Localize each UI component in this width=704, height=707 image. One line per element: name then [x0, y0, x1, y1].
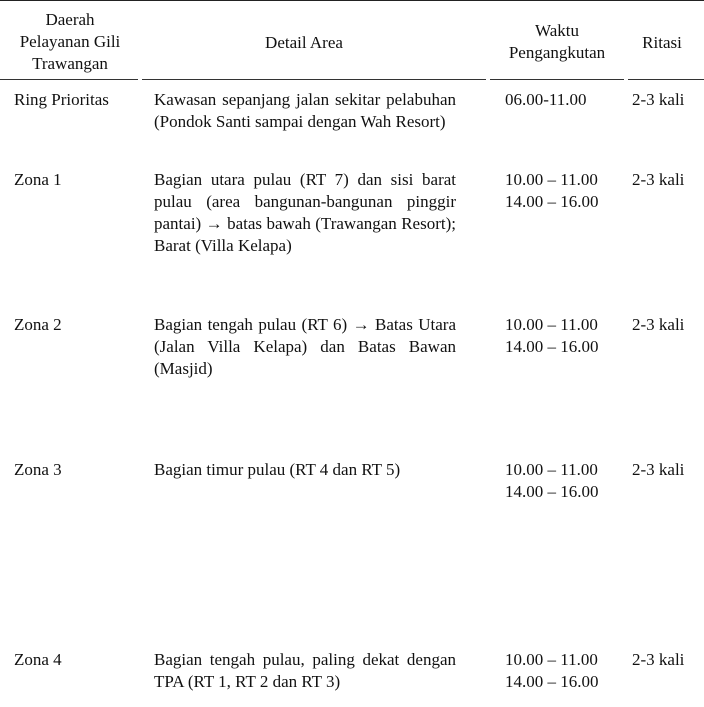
time-slot: 10.00 – 11.00: [505, 170, 598, 189]
header-rule: [0, 79, 138, 80]
row-zona-1-time: [505, 169, 625, 213]
row-zona-1-name: Zona 1: [14, 170, 62, 189]
table-top-rule: [0, 0, 704, 1]
row-zona-4-ritasi: 2-3 kali: [632, 650, 685, 669]
header-rule: [142, 79, 486, 80]
row-zona-3-detail: Bagian timur pulau (RT 4 dan RT 5): [154, 460, 401, 479]
header-time-line: Waktu: [535, 21, 579, 40]
time-slot: 10.00 – 11.00: [505, 650, 598, 669]
row-zona-3-name: Zona 3: [14, 460, 62, 479]
time-slot: 14.00 – 16.00: [505, 192, 599, 211]
row-ring-prioritas-detail: Kawasan sepanjang jalan sekitar pelabuhan (Pondok Santi sampai dengan Wah Resort): [154, 90, 456, 131]
header-rule: [490, 79, 624, 80]
row-zona-2-detail: Bagian tengah pulau (RT 6) → Batas Utara (Jalan Villa Kelapa) dan Batas Bawan (Masjid): [154, 315, 456, 378]
header-detail: Detail Area: [265, 33, 343, 52]
header-area-line: Pelayanan Gili: [19, 32, 121, 51]
row-zona-4-detail: Bagian tengah pulau, paling dekat dengan TPA (RT 1, RT 2 dan RT 3): [154, 650, 456, 691]
header-time: [490, 20, 624, 64]
header-ritasi: Ritasi: [642, 33, 682, 52]
time-slot: 14.00 – 16.00: [505, 482, 599, 501]
header-area: [0, 9, 140, 75]
header-area-line: Trawangan: [32, 54, 108, 73]
row-zona-4-name: Zona 4: [14, 650, 62, 669]
row-zona-2-name: Zona 2: [14, 315, 62, 334]
row-zona-1-detail: Bagian utara pulau (RT 7) dan sisi barat pulau (area bangunan-bangunan pinggir pantai) → batas bawah (Trawangan Resort); Barat (Villa Kelapa): [154, 170, 456, 255]
time-slot: 10.00 – 11.00: [505, 315, 598, 334]
row-ring-prioritas-name: Ring Prioritas: [14, 90, 109, 109]
row-zona-3-time: [505, 459, 625, 503]
header-rule: [628, 79, 704, 80]
time-slot: 10.00 – 11.00: [505, 460, 598, 479]
time-slot: 14.00 – 16.00: [505, 337, 599, 356]
header-area-line: Daerah: [45, 10, 95, 29]
row-zona-3-ritasi: 2-3 kali: [632, 460, 685, 479]
row-ring-prioritas-time: 06.00-11.00: [505, 90, 587, 109]
row-ring-prioritas-ritasi: 2-3 kali: [632, 90, 685, 109]
time-slot: 14.00 – 16.00: [505, 672, 599, 691]
row-zona-1-ritasi: 2-3 kali: [632, 170, 685, 189]
row-zona-2-ritasi: 2-3 kali: [632, 315, 685, 334]
header-time-line: Pengangkutan: [508, 43, 606, 62]
row-zona-2-time: [505, 314, 625, 358]
row-zona-4-time: [505, 649, 625, 693]
